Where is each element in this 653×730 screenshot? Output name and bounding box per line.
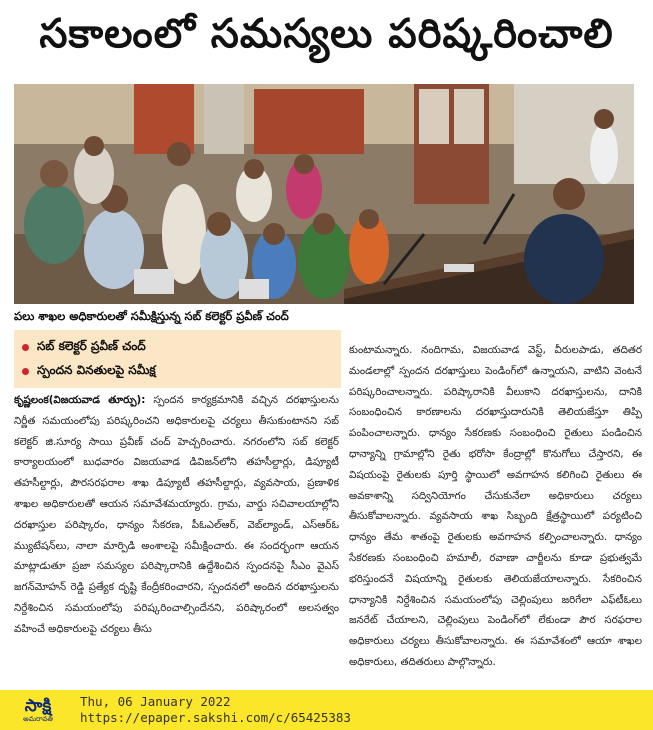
highlight-item (22, 335, 333, 359)
photo-caption: పలు శాఖల అధికారులతో సమీక్షిస్తున్న సబ్ కలెక్టర్ ప్రవీణ్ చంద్ (14, 309, 289, 323)
body-text-right: కుంటామన్నారు. నందిగామ, విజయవాడ వెస్ట్, వీరులపాడు, తదితర మండలాల్లో స్పందన దరఖాస్తులు పెండింగ్‌లో ఉన్నాయని, వాటిని వెంటనే పరిష్కరించాలన్నారు. పరిష్కారానికి వీలుకాని దరఖాస్తులను, దానికి సంబంధించిన కారణాలను దరఖాస్తుదారునికి తెలియజేస్తూ తిప్పి పంపించాలన్నారు. ధాన్యం సేకరణకు సంబంధించి రైతులు పండించిన ధాన్యాన్ని గ్రామాల్లోని రైతు భరోసా కేంద్రాల్లో కొనుగోలు చేస్తారని, ఈ విషయంపై రైతులకు పూర్తి స్థాయిలో అవగాహన కలిగించి రైతులు ఈ అవకాశాన్ని సద్వినియోగం చేసుకునేలా అధికారులు చర్యలు తీసుకోవాలన్నారు. వ్యవసాయ శాఖ సిబ్బంది క్షేత్రస్థాయిలో పర్యటించి ధాన్యం తేమ శాతంపై రైతులకు అవగాహన కల్పించాలన్నారు. ధాన్యం సేకరణకు సంబంధించి హమాలీ, రవాణా చార్జీలను కూడా ప్రభుత్వమే భరిస్తుందనే విషయాన్ని రైతులకు తెలియజేయాలన్నారు. సేకరించిన ధాన్యానికి నిర్దేశించిన సమయంలోపు చెల్లింపులు జరిగేలా ఎఫ్‌టీఓలు జనరేట్ చేయాలని, చెల్లింపులు పెండింగ్‌లో లేకుండా పౌర సరఫరాల అధికారులు చర్యలు తీసుకోవాలన్నారు. ఈ సమావేశంలో ఆయా శాఖల అధికారులు, తదితరులు పాల్గొన్నారు. (349, 344, 642, 668)
article-photo (14, 84, 634, 304)
logo-title: సాక్షి (24, 695, 52, 716)
highlight-item (22, 359, 333, 383)
highlight-text: సబ్ కలెక్టర్ ప్రవీణ్ చంద్ (37, 338, 146, 353)
edition-date: Thu, 06 January 2022 (80, 694, 231, 709)
footer-info (80, 694, 351, 726)
headline: సకాలంలో సమస్యలు పరిష్కరించాలి (39, 11, 614, 57)
highlight-text: స్పందన వినతులపై సమీక్ష (37, 362, 156, 377)
meeting-photo (14, 84, 634, 304)
article-column-left (14, 390, 339, 690)
source-url[interactable]: https://epaper.sakshi.com/c/65425383 (80, 710, 351, 725)
bullet-icon (22, 368, 29, 375)
article-column-right (349, 340, 642, 690)
logo-edition: అమరావతి (23, 714, 53, 723)
body-text-left: స్పందన కార్యక్రమానికి వచ్చిన దరఖాస్తులను నిర్ణీత సమయంలోపు పరిష్కరించని అధికారులపై చర్యలు తీసుకుంటానని సబ్ కలెక్టర్ జి.సూర్య సాయి ప్రవీణ్ చంద్ హెచ్చరించారు. నగరంలోని సబ్ కలెక్టర్ కార్యాలయంలో బుధవారం విజయవాడ డివిజన్‌లోని తహసీల్దార్లు, డిప్యూటీ తహసీల్దార్లు, పౌరసరఫరాల శాఖ డిప్యూటీ తహసీల్దార్లు, వ్యవసాయ, ప్రణాళిక శాఖల అధికారులతో ఆయన సమావేశమయ్యారు. గ్రామ, వార్డు సచివాలయాల్లోని దరఖాస్తుల పరిష్కారం, ధాన్యం సేకరణ, పీఓఎల్ఆర్, వెబ్‌ల్యాండ్, ఎస్ఆర్ఓ మ్యుటేషన్‌లు, నాలా మార్పిడి అంశాలపై సమీక్షించారు. ఈ సందర్భంగా ఆయన మాట్లాడుతూ ప్రజా సమస్యల పరిష్కారానికి ఉద్దేశించిన స్పందనపై సీఎం వైఎస్ జగన్‌మోహన్ రెడ్డి ప్రత్యేక దృష్టి కేంద్రీకరించారని, స్పందనలో అందిన దరఖాస్తులను నిర్దేశించిన సమయంలోపు పరిష్కరించాల్సిందేనని, పరిష్కారంలో అలసత్వం వహించే అధికారులపై చర్యలు తీసు (14, 394, 339, 635)
bullet-icon (22, 344, 29, 351)
highlights-box (14, 330, 341, 388)
footer-bar (0, 690, 653, 730)
sakshi-logo (14, 692, 62, 728)
dateline: కృష్ణలంక(విజయవాడ తూర్పు): (14, 394, 146, 406)
